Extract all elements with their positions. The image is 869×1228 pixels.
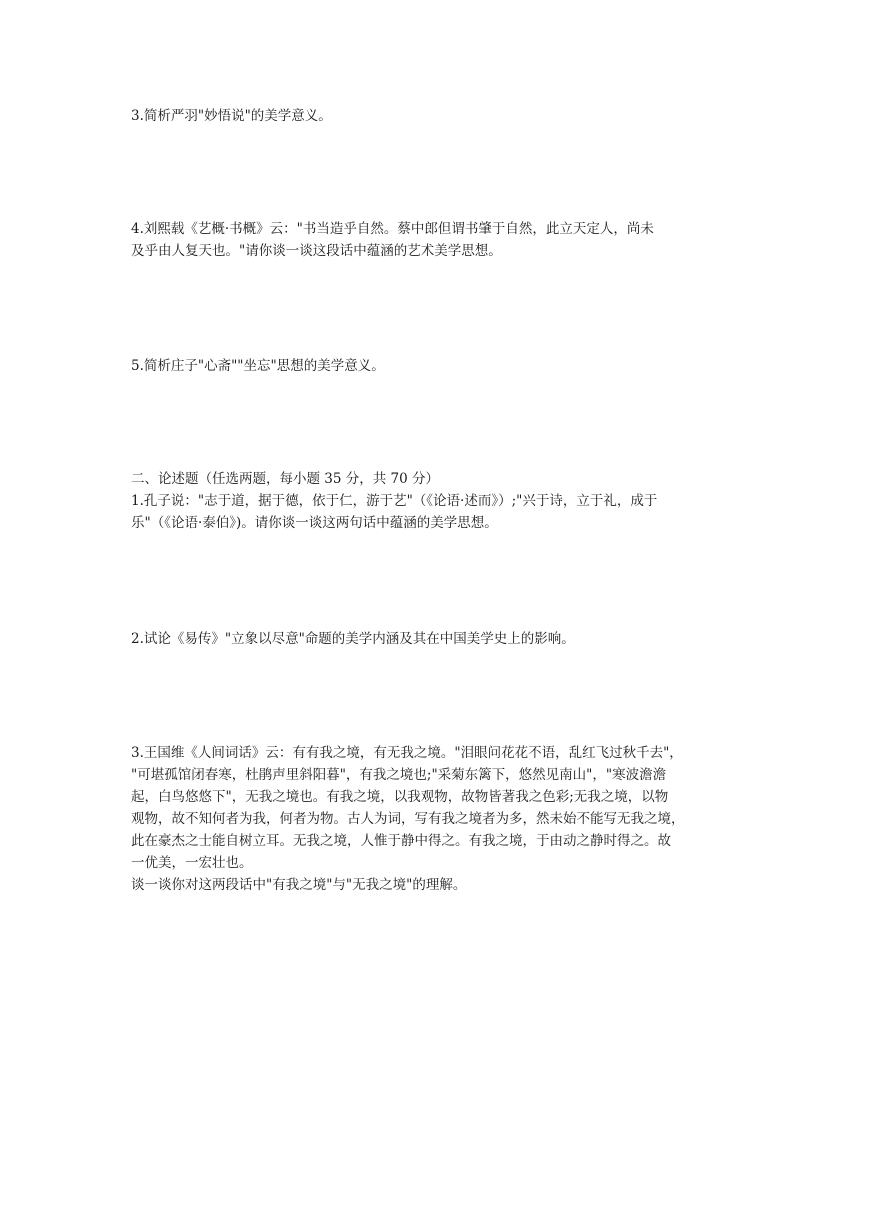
short-question-4 (131, 218, 743, 262)
essay-question-1-line: 乐"（《论语·泰伯》)。请你谈一谈这两句话中蕴涵的美学思想。 (131, 515, 498, 531)
question-text: 5.简析庄子"心斋""坐忘"思想的美学意义。 (131, 358, 385, 374)
question-prompt-line: 谈一谈你对这两段话中"有我之境"与"无我之境"的理解。 (131, 877, 467, 893)
question-text-line: "可堪孤馆闭春寒，杜鹃声里斜阳暮"，有我之境也;"采菊东篱下，悠然见南山"，"寒波澹澹 (131, 767, 667, 783)
question-text-line: 及乎由人复天也。"请你谈一谈这段话中蕴涵的艺术美学思想。 (131, 243, 502, 259)
question-text: 3.简析严羽"妙悟说"的美学意义。 (131, 108, 332, 124)
question-text-line: 起，白鸟悠悠下"，无我之境也。有我之境，以我观物，故物皆著我之色彩;无我之境，以物 (131, 789, 669, 805)
question-text-line: 4.刘熙载《艺概·书概》云："书当造乎自然。蔡中郎但谓书肇于自然，此立天定人，尚未 (131, 221, 654, 237)
section-heading: 二、论述题（任选两题，每小题 35 分，共 70 分） (131, 471, 440, 487)
short-question-5 (131, 355, 743, 377)
essay-question-2 (131, 628, 743, 650)
essay-question-1-line: 1.孔子说："志于道，据于德，依于仁，游于艺"（《论语·述而》）;"兴于诗，立于礼，成于 (131, 493, 658, 509)
question-text-line: 此在豪杰之士能自树立耳。无我之境，人惟于静中得之。有我之境，于由动之静时得之。故 (131, 833, 671, 849)
essay-section (131, 468, 743, 534)
essay-question-3 (131, 742, 743, 896)
question-text-line: 一优美，一宏壮也。 (131, 855, 253, 871)
short-question-3 (131, 105, 743, 127)
question-text: 2.试论《易传》"立象以尽意"命题的美学内涵及其在中国美学史上的影响。 (131, 631, 575, 647)
question-text-line: 观物，故不知何者为我，何者为物。古人为词，写有我之境者为多，然未始不能写无我之境， (131, 811, 685, 827)
question-text-line: 3.王国维《人间词话》云：有有我之境，有无我之境。"泪眼问花花不语，乱红飞过秋千去"， (131, 745, 683, 761)
